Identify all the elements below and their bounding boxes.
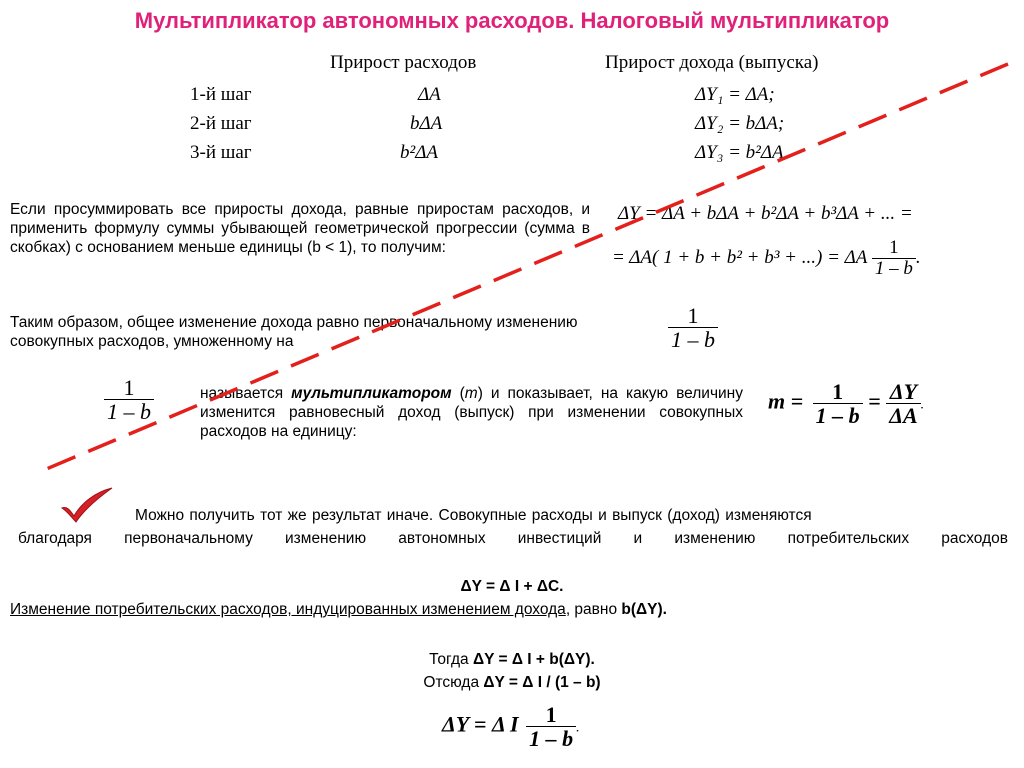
column-header-expenses: Прирост расходов <box>330 52 477 73</box>
multiplier-term: мультипликатором <box>291 385 452 402</box>
formula-lhs: m = <box>768 388 804 414</box>
consumption-tail: , равно <box>565 601 622 618</box>
formula-equals: = <box>868 388 881 414</box>
sum-formula-expansion: = ΔA( 1 + b + b² + b³ + ...) = ΔA <box>612 246 868 268</box>
fraction-numerator: ΔY <box>889 379 918 404</box>
fraction-numerator: 1 <box>832 379 844 404</box>
income-cell-1: ΔY₁ = ΔA; <box>695 84 775 105</box>
page-title: Мультипликатор автономных расходов. Налоговый мультипликатор <box>134 8 890 33</box>
fraction-denominator: ΔA <box>886 403 920 427</box>
text-prefix: называется <box>200 385 292 402</box>
fraction-denominator: 1 – b <box>526 726 576 750</box>
step-label-1: 1-й шаг <box>190 84 252 105</box>
consumption-value: b(ΔY). <box>621 601 667 618</box>
fraction-numerator: 1 <box>687 303 699 328</box>
paragraph-total-change: Таким образом, общее изменение дохода равно первоначальному изменению совокупных расходов, умноженному на <box>10 314 578 350</box>
text-rest: ) и показывает, на какую величину изменится равновесный доход (выпуск) при изменении совокупных расходов на единицу: <box>200 385 743 440</box>
formula-tail: . <box>576 720 580 736</box>
expense-cell-1: ΔA <box>418 84 441 105</box>
fraction-denominator: 1 – b <box>104 399 154 423</box>
formula-lhs: ΔY = Δ I <box>442 711 519 737</box>
hence-equation: ΔY = Δ I / (1 – b) <box>483 674 601 691</box>
paragraph-alt-line-2: благодаря первоначальному изменению автономных инвестиций и изменению потребительских расходов <box>18 530 1008 547</box>
expense-cell-3: b²ΔA <box>400 142 438 163</box>
then-equation: ΔY = Δ I + b(ΔY). <box>472 651 595 668</box>
formula-tail: . <box>920 397 925 413</box>
hence-label: Отсюда <box>423 674 484 691</box>
fraction-denominator: 1 – b <box>813 403 863 427</box>
fraction-numerator: 1 <box>889 237 899 258</box>
fraction-denominator: 1 – b <box>668 327 718 351</box>
fraction-numerator: 1 <box>545 702 557 727</box>
fraction-denominator: 1 – b <box>872 258 916 279</box>
consumption-text: Изменение потребительских расходов, индуцированных изменением дохода <box>10 601 566 618</box>
paragraph-alt-line-1: Можно получить тот же результат иначе. Совокупные расходы и выпуск (доход) изменяются <box>135 507 812 524</box>
sum-formula-line-1: ΔY = ΔA + bΔA + b²ΔA + b³ΔA + ... = <box>618 203 913 224</box>
paragraph-geometric-sum: Если просуммировать все приросты дохода, равные приростам расходов, и применить формулу суммы убывающей геометрической прогрессии (сумма в скобках) с основанием меньше единицы (b < 1), то получим: <box>10 201 590 256</box>
step-label-2: 2-й шаг <box>190 113 252 134</box>
fraction-numerator: 1 <box>123 375 135 400</box>
income-cell-3: ΔY₃ = b²ΔA. <box>695 142 789 163</box>
then-label: Тогда <box>429 651 473 668</box>
expense-cell-2: bΔA <box>410 113 443 134</box>
step-label-3: 3-й шаг <box>190 142 252 163</box>
column-header-income: Прирост дохода (выпуска) <box>605 52 819 73</box>
sum-formula-tail: . <box>915 246 921 268</box>
text-mid: ( <box>451 385 465 402</box>
multiplier-symbol: m <box>464 385 478 402</box>
income-cell-2: ΔY₂ = bΔA; <box>695 113 785 134</box>
equation-income-change: ΔY = Δ I + ΔC. <box>460 578 564 595</box>
